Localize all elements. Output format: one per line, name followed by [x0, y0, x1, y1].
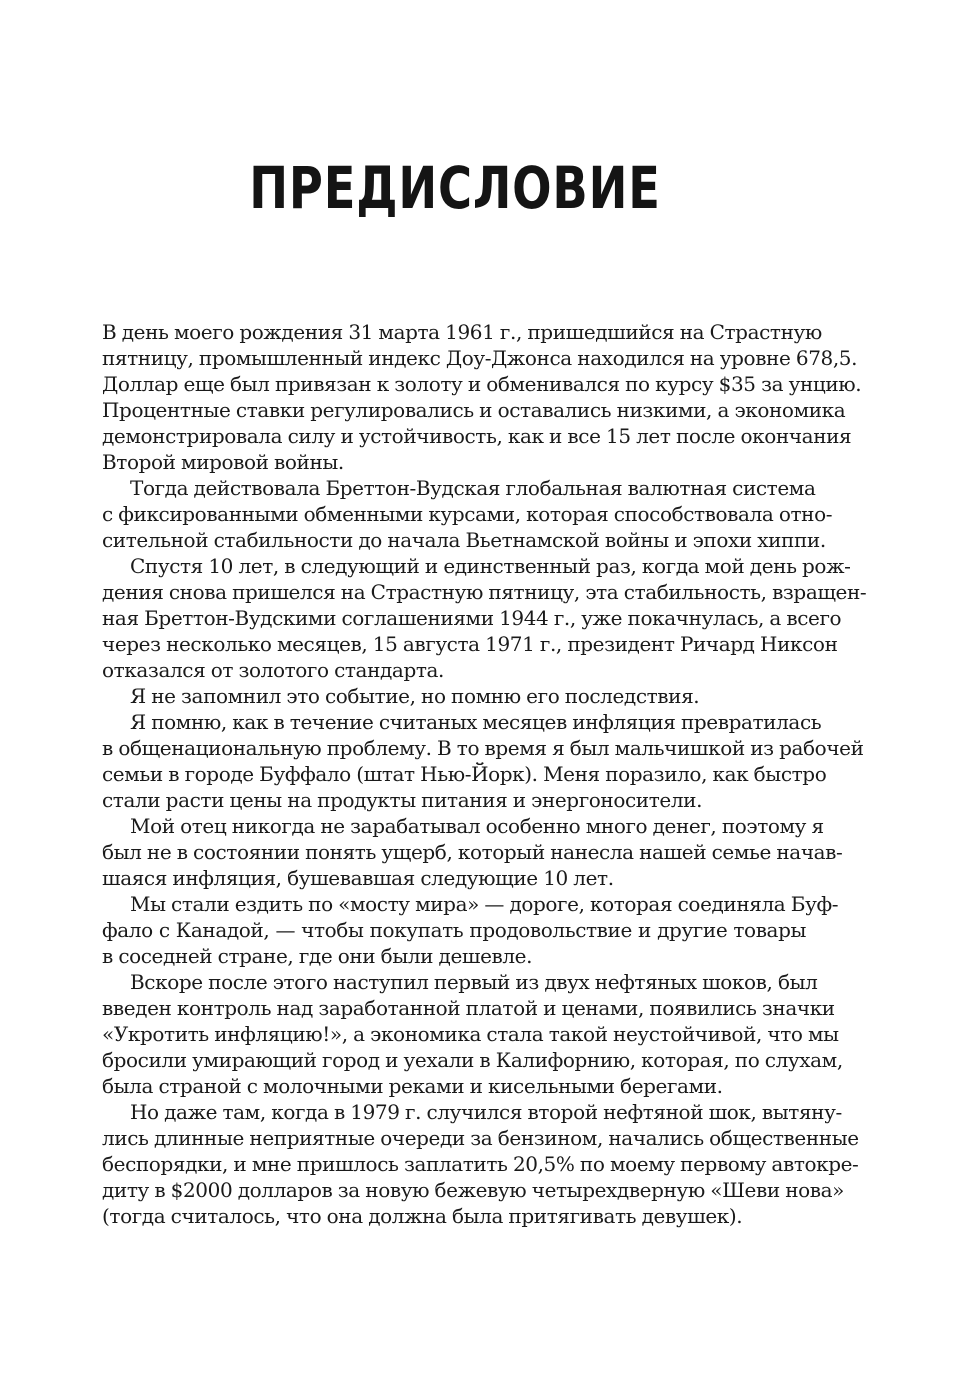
text-line: введен контроль над заработанной платой и ценами, появились значки	[102, 996, 835, 1020]
text-line: (тогда считалось, что она должна была притягивать девушек).	[102, 1204, 743, 1228]
text-line: Процентные ставки регулировались и оставались низкими, а экономика	[102, 398, 846, 422]
text-line: Я помню, как в течение считаных месяцев инфляция превратилась	[130, 710, 822, 734]
text-line: ная Бреттон-Вудскими соглашениями 1944 г., уже покачнулась, а всего	[102, 606, 842, 630]
text-line: Мой отец никогда не зарабатывал особенно много денег, поэтому я	[130, 814, 824, 838]
text-line: в соседней стране, где они были дешевле.	[102, 944, 533, 968]
text-line: шаяся инфляция, бушевавшая следующие 10 лет.	[102, 866, 614, 890]
text-line: пятницу, промышленный индекс Доу-Джонса находился на уровне 678,5.	[102, 346, 858, 370]
text-line: лись длинные неприятные очереди за бензином, начались общественные	[102, 1126, 859, 1150]
text-line: диту в $2000 долларов за новую бежевую четырехдверную «Шеви нова»	[102, 1178, 845, 1202]
body-text	[102, 319, 867, 1229]
text-line: Тогда действовала Бреттон-Вудская глобальная валютная система	[130, 476, 816, 500]
text-line: фало с Канадой, — чтобы покупать продовольствие и другие товары	[102, 918, 806, 942]
text-line: через несколько месяцев, 15 августа 1971 г., президент Ричард Никсон	[102, 632, 838, 656]
text-line: был не в состоянии понять ущерб, который нанесла нашей семье начав-	[102, 840, 843, 864]
text-line: семьи в городе Буффало (штат Нью-Йорк). Меня поразило, как быстро	[102, 762, 827, 786]
text-line: отказался от золотого стандарта.	[102, 658, 444, 682]
text-line: бросили умирающий город и уехали в Калифорнию, которая, по слухам,	[102, 1048, 843, 1072]
text-line: Вскоре после этого наступил первый из двух нефтяных шоков, был	[130, 970, 818, 994]
text-line: Спустя 10 лет, в следующий и единственный раз, когда мой день рож-	[130, 554, 851, 578]
chapter-title: ПРЕДИСЛОВИЕ	[249, 154, 661, 222]
text-line: в общенациональную проблему. В то время я был мальчишкой из рабочей	[102, 736, 864, 760]
text-line: была страной с молочными реками и кисельными берегами.	[102, 1074, 723, 1098]
text-line: В день моего рождения 31 марта 1961 г., пришедшийся на Страстную	[102, 320, 822, 344]
text-line: Но даже там, когда в 1979 г. случился второй нефтяной шок, вытяну-	[130, 1100, 842, 1124]
text-line: «Укротить инфляцию!», а экономика стала такой неустойчивой, что мы	[102, 1022, 839, 1046]
text-line: Я не запомнил это событие, но помню его последствия.	[130, 684, 700, 708]
text-line: дения снова пришелся на Страстную пятницу, эта стабильность, взращен-	[102, 580, 867, 604]
text-line: Доллар еще был привязан к золоту и обменивался по курсу $35 за унцию.	[102, 372, 862, 396]
text-line: демонстрировала силу и устойчивость, как и все 15 лет после окончания	[102, 424, 852, 448]
text-line: беспорядки, и мне пришлось заплатить 20,5% по моему первому автокре-	[102, 1152, 859, 1176]
text-line: с фиксированными обменными курсами, которая способствовала отно-	[102, 502, 833, 526]
text-line: Второй мировой войны.	[102, 450, 344, 474]
text-line: Мы стали ездить по «мосту мира» — дороге, которая соединяла Буф-	[130, 892, 839, 916]
text-line: стали расти цены на продукты питания и энергоносители.	[102, 788, 703, 812]
text-line: сительной стабильности до начала Вьетнамской войны и эпохи хиппи.	[102, 528, 826, 552]
